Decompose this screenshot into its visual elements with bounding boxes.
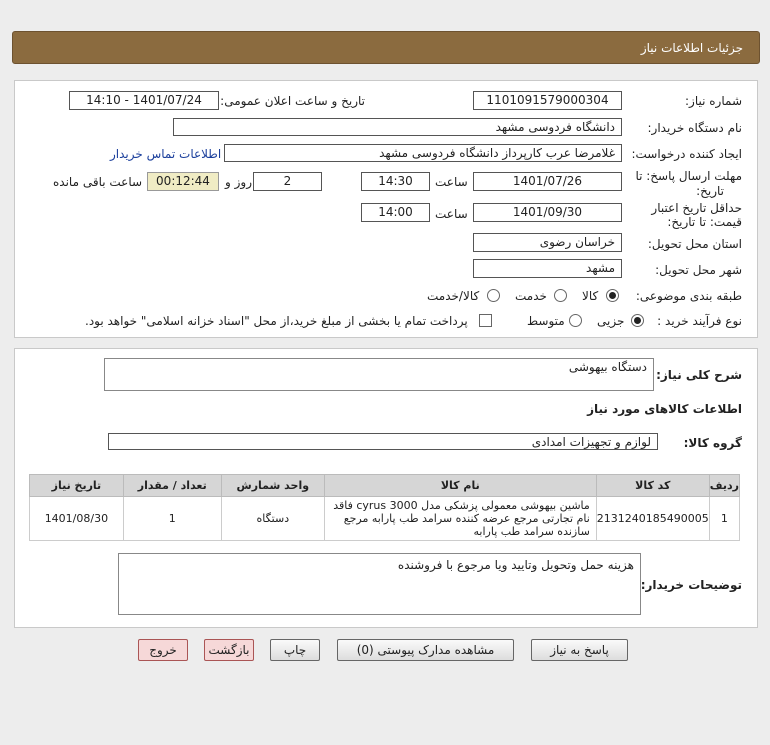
remaining-time: 00:12:44: [147, 172, 219, 191]
category-radio-goods-service[interactable]: [487, 289, 500, 302]
announce-label: تاریخ و ساعت اعلان عمومی:: [220, 94, 365, 108]
cell-unit: دستگاه: [221, 497, 324, 541]
deadline-date-field: 1401/07/26: [473, 172, 622, 191]
cell-name: ماشین بیهوشی معمولی پزشکی مدل cyrus 3000 فاقد نام تجارتی مرجع عرضه کننده سرامد طب پارابه مرجع سازنده سرامد طب پارابه: [324, 497, 596, 541]
page-header: [12, 31, 760, 64]
back-button[interactable]: بازگشت: [204, 639, 254, 661]
cell-qty: 1: [123, 497, 221, 541]
notes-label: توضیحات خریدار:: [640, 578, 742, 592]
deadline-label-2: تاریخ:: [696, 184, 724, 198]
notes-field: هزینه حمل وتحویل وتایید ویا مرجوع با فروشنده: [118, 553, 641, 615]
goods-group-label: گروه کالا:: [683, 436, 742, 450]
col-qty: تعداد / مقدار: [123, 475, 221, 497]
deadline-time-label: ساعت: [435, 175, 468, 189]
province-field: خراسان رضوی: [473, 233, 622, 252]
category-option-service: خدمت: [515, 289, 547, 303]
treasury-note: پرداخت تمام یا بخشی از مبلغ خرید،از محل "اسناد خزانه اسلامی" خواهد بود.: [85, 314, 468, 328]
days-label: روز و: [225, 175, 252, 189]
items-table: [29, 474, 740, 541]
print-button[interactable]: چاپ: [270, 639, 320, 661]
page-title: جزئیات اطلاعات نیاز: [640, 41, 743, 55]
goods-group-field: لوازم و تجهیزات امدادی: [108, 433, 658, 450]
validity-label-2: قیمت: تا تاریخ:: [667, 215, 742, 229]
goods-info-heading: اطلاعات کالاهای مورد نیاز: [587, 402, 742, 416]
buyer-contact-link[interactable]: اطلاعات تماس خریدار: [110, 147, 222, 161]
category-radio-service[interactable]: [554, 289, 567, 302]
need-number-field: 1101091579000304: [473, 91, 622, 110]
reply-button[interactable]: پاسخ به نیاز: [531, 639, 628, 661]
process-option-minor: جزیی: [597, 314, 625, 328]
process-radio-minor[interactable]: [631, 314, 644, 327]
deadline-time-field: 14:30: [361, 172, 430, 191]
category-radio-goods[interactable]: [606, 289, 619, 302]
table-row: [30, 497, 740, 541]
description-field: دستگاه بیهوشی: [104, 358, 654, 391]
buyer-org-field: دانشگاه فردوسی مشهد: [173, 118, 622, 136]
col-code: کد کالا: [596, 475, 709, 497]
col-row: ردیف: [709, 475, 739, 497]
validity-time-field: 14:00: [361, 203, 430, 222]
need-number-label: شماره نیاز:: [685, 94, 742, 108]
creator-field: غلامرضا عرب کارپرداز دانشگاه فردوسی مشهد: [224, 144, 622, 162]
cell-code: 2131240185490005: [596, 497, 709, 541]
cell-date: 1401/08/30: [30, 497, 124, 541]
announce-field: 1401/07/24 - 14:10: [69, 91, 219, 110]
deadline-label: مهلت ارسال پاسخ: تا: [635, 169, 742, 183]
remaining-label: ساعت باقی مانده: [53, 175, 143, 189]
col-date: تاریخ نیاز: [30, 475, 124, 497]
col-unit: واحد شمارش: [221, 475, 324, 497]
process-option-medium: متوسط: [527, 314, 565, 328]
exit-button[interactable]: خروج: [138, 639, 188, 661]
city-label: شهر محل تحویل:: [655, 263, 742, 277]
category-option-goods-service: کالا/خدمت: [427, 289, 480, 303]
cell-row: 1: [709, 497, 739, 541]
process-label: نوع فرآیند خرید :: [657, 314, 742, 328]
validity-label: حداقل تاریخ اعتبار: [651, 201, 742, 215]
validity-date-field: 1401/09/30: [473, 203, 622, 222]
treasury-checkbox[interactable]: [479, 314, 492, 327]
process-radio-medium[interactable]: [569, 314, 582, 327]
buyer-org-label: نام دستگاه خریدار:: [647, 121, 742, 135]
category-option-goods: کالا: [582, 289, 599, 303]
description-label: شرح کلی نیاز:: [656, 368, 742, 382]
table-header-row: [30, 475, 740, 497]
col-name: نام کالا: [324, 475, 596, 497]
category-label: طبقه بندی موضوعی:: [635, 289, 742, 303]
validity-time-label: ساعت: [435, 207, 468, 221]
creator-label: ایجاد کننده درخواست:: [631, 147, 742, 161]
attachments-button[interactable]: مشاهده مدارک پیوستی (0): [337, 639, 514, 661]
days-field: 2: [253, 172, 322, 191]
province-label: استان محل تحویل:: [647, 237, 742, 251]
city-field: مشهد: [473, 259, 622, 278]
